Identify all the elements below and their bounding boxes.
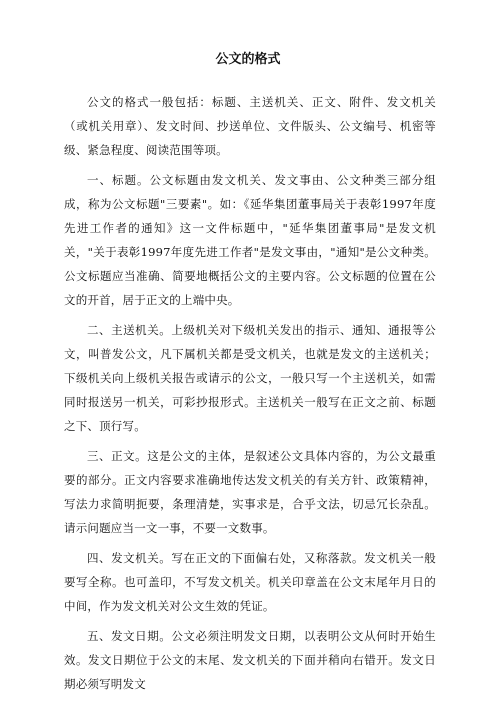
paragraph-intro: 公文的格式一般包括：标题、主送机关、正文、附件、发文机关（或机关用章）、发文时间、抄送单位、文件版头、公文编号、机密等级、紧急程度、阅读范围等项。	[64, 95, 436, 157]
paragraph-issuer-section: 四、发文机关。写在正文的下面偏右处，又称落款。发文机关一般要写全称。也可盖印，不写发文机关。机关印章盖在公文末尾年月日的中间，作为发文机关对公文生效的凭证。	[64, 551, 436, 613]
document-title: 公文的格式	[215, 52, 281, 67]
paragraph-body-section: 三、正文。这是公文的主体，是叙述公文具体内容的，为公文最重要的部分。正文内容要求准确地传达发文机关的有关方针、政策精神，写法力求简明扼要，条理清楚，实事求是，合乎文法，切忌冗长杂乱。请示问题应当一文一事，不要一文数事。	[64, 449, 436, 535]
paragraph-date-section: 五、发文日期。公文必须注明发文日期，以表明公文从何时开始生效。发文日期位于公文的末尾、发文机关的下面并稍向右错开。发文日期必须写明发文	[64, 629, 436, 691]
paragraph-title-section: 一、标题。公文标题由发文机关、发文事由、公文种类三部分组成，称为公文标题"三要素"。如：《延华集团董事局关于表彰1997年度先进工作者的通知》这一文件标题中，"延华集团董事局"是发文机关，"关于表彰1997年度先进工作者"是发文事由，"通知"是公文种类。公文标题应当准确、简要地概括公文的主要内容。公文标题的位置在公文的开首，居于正文的上端中央。	[64, 173, 436, 307]
document-body	[64, 90, 436, 702]
paragraph-recipient-section: 二、主送机关。上级机关对下级机关发出的指示、通知、通报等公文，叫普发公文，凡下属机关都是受文机关，也就是发文的主送机关；下级机关向上级机关报告或请示的公文，一般只写一个主送机关，如需同时报送另一机关，可彩抄报形式。主送机关一般写在正文之前、标题之下、顶行写。	[64, 323, 436, 433]
